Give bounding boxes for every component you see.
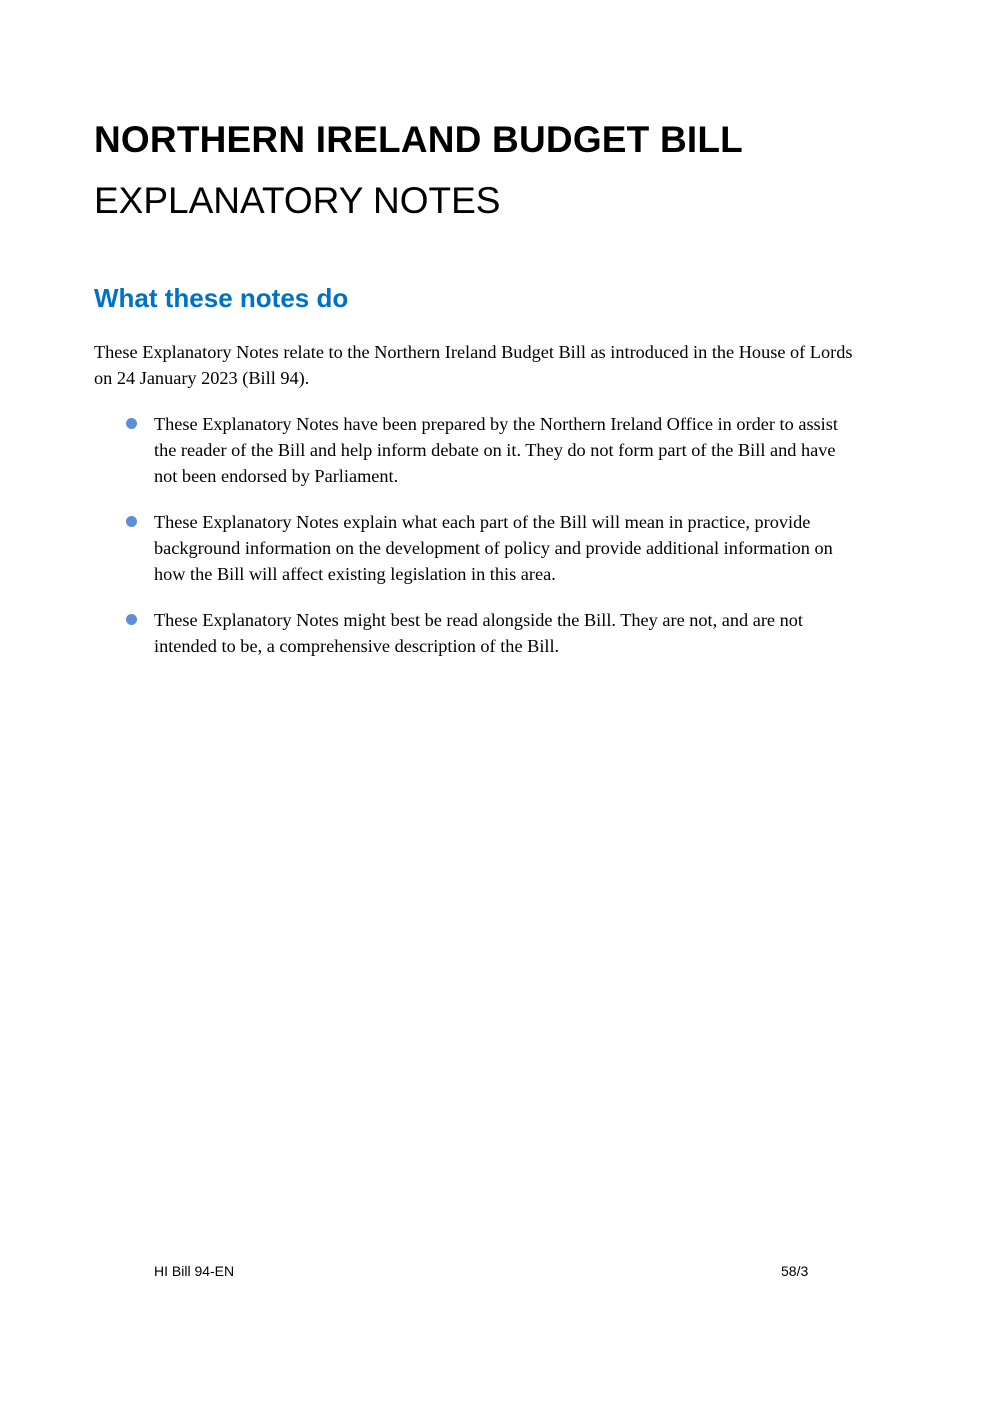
list-item-text: These Explanatory Notes explain what each part of the Bill will mean in practice, provide background information on the development of policy and provide additional information on how the Bill will affect existing legislation in this area. (154, 512, 833, 584)
footer-bill-reference: HI Bill 94-EN (154, 1263, 235, 1279)
intro-paragraph: These Explanatory Notes relate to the Northern Ireland Budget Bill as introduced in the House of Lords on 24 January 2023 (Bill 94). (94, 342, 853, 388)
document-subtitle: EXPLANATORY NOTES (94, 180, 501, 221)
section-heading: What these notes do (94, 283, 349, 313)
document-title: NORTHERN IRELAND BUDGET BILL (94, 119, 743, 160)
list-item-text: These Explanatory Notes have been prepared by the Northern Ireland Office in order to assist the reader of the Bill and help inform debate on it. They do not form part of the Bill and have not been endorsed by Parliament. (154, 414, 838, 486)
bullet-icon (126, 418, 137, 429)
bullet-icon (126, 614, 137, 625)
list-item (94, 509, 854, 587)
list-item (94, 607, 854, 659)
footer-code: 58/3 (781, 1263, 809, 1279)
bullet-list (94, 411, 854, 679)
bullet-icon (126, 516, 137, 527)
list-item (94, 411, 854, 489)
list-item-text: These Explanatory Notes might best be read alongside the Bill. They are not, and are not intended to be, a comprehensive description of the Bill. (154, 610, 803, 656)
